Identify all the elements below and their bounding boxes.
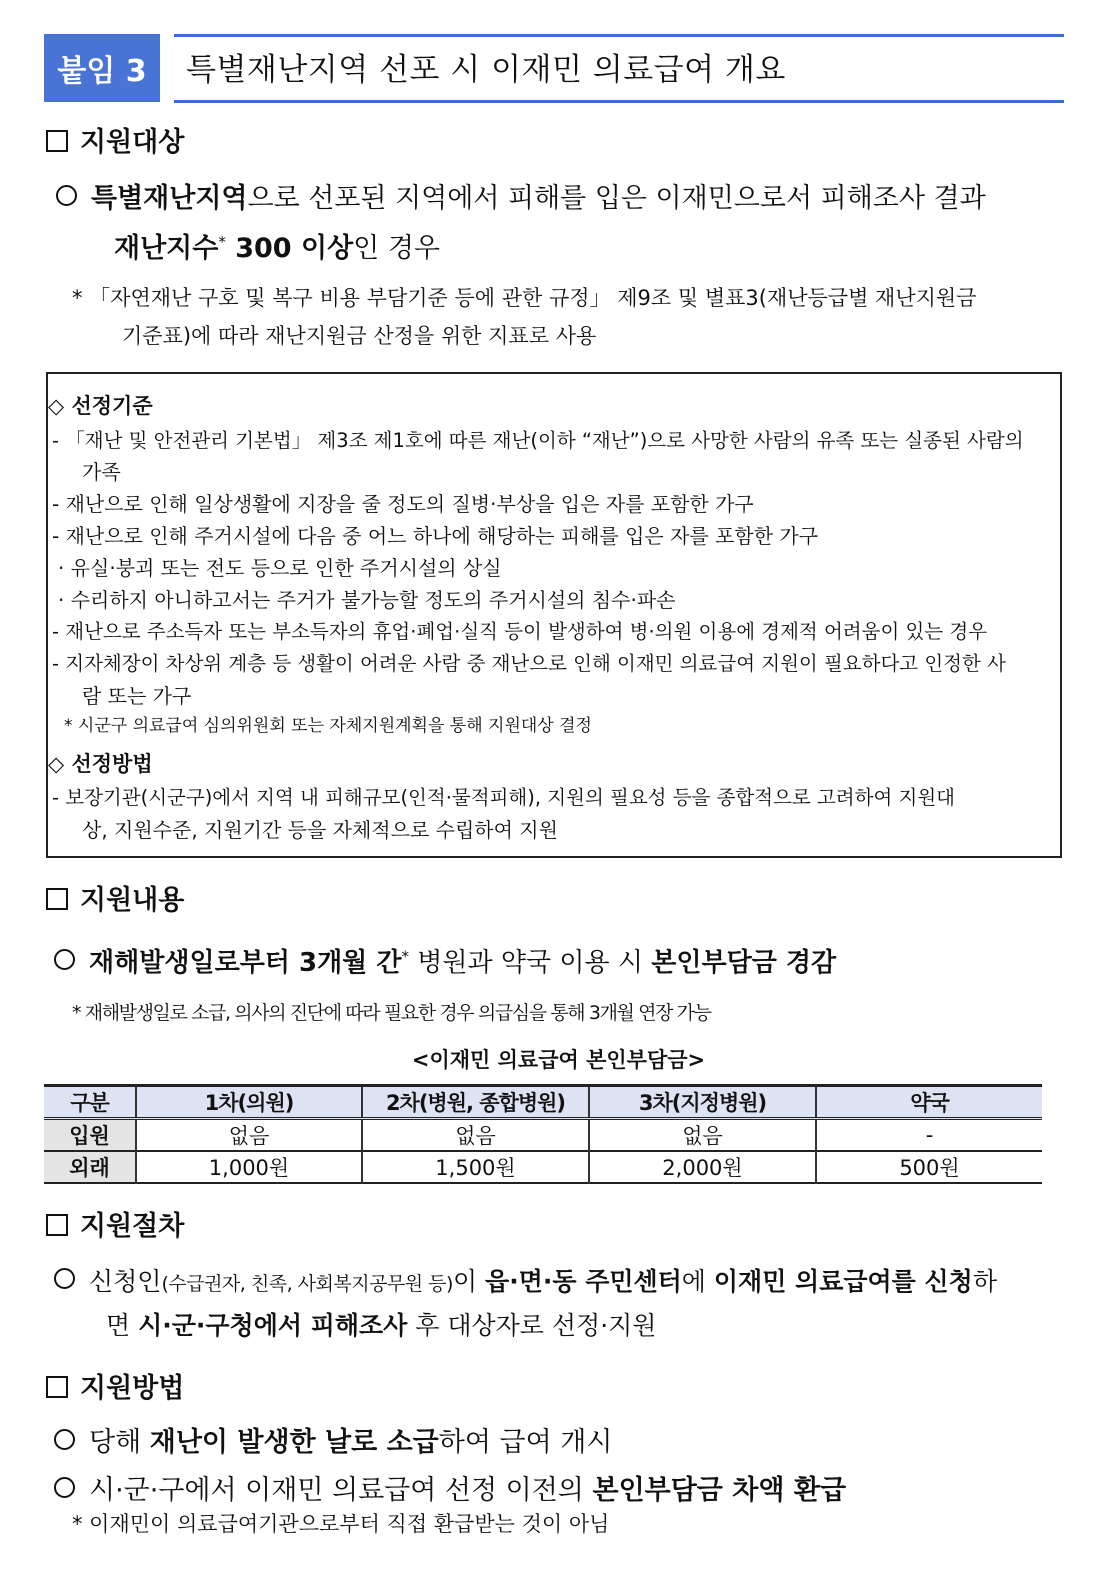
copay-table xyxy=(44,1084,1042,1184)
circle-bullet-icon xyxy=(54,1429,75,1450)
text: 인 경우 xyxy=(353,233,440,264)
bold-text: 재난이 발생한 날로 소급 xyxy=(149,1427,439,1458)
section-support-target xyxy=(46,120,184,159)
section-support-procedure xyxy=(46,1204,184,1243)
section-heading: 지원내용 xyxy=(80,885,185,916)
section-support-content xyxy=(46,878,184,917)
table-cell: 1,000원 xyxy=(136,1151,362,1183)
row-header: 외래 xyxy=(44,1151,136,1183)
footnote-mark: * xyxy=(401,947,409,966)
column-header: 1차(의원) xyxy=(136,1086,362,1119)
criteria-item: 람 또는 가구 xyxy=(82,684,192,708)
table-header-row xyxy=(44,1086,1042,1119)
circle-bullet-icon xyxy=(56,185,77,206)
column-header: 구분 xyxy=(70,1091,109,1115)
table-cell: - xyxy=(816,1119,1042,1152)
target-note-line-1: * 「자연재난 구호 및 복구 비용 부담기준 등에 관한 규정」 제9조 및 별표3(재난등급별 재난지원금 xyxy=(72,286,977,310)
criteria-subitem: · 수리하지 아니하고서는 주거가 불가능할 정도의 주거시설의 침수·파손 xyxy=(58,588,676,612)
method-note: * 이재민이 의료급여기관으로부터 직접 환급받는 것이 아님 xyxy=(72,1512,610,1536)
page-title: 특별재난지역 선포 시 이재민 의료급여 개요 xyxy=(186,52,786,88)
checkbox-square-icon xyxy=(46,1376,68,1398)
section-heading: 지원절차 xyxy=(80,1211,185,1242)
bold-text: 본인부담금 경감 xyxy=(651,948,837,978)
section-heading: 지원방법 xyxy=(80,1373,185,1404)
table-cell: 500원 xyxy=(816,1151,1042,1183)
title-rule-bottom xyxy=(174,100,1064,103)
bold-text: 이재민 의료급여를 신청 xyxy=(713,1267,973,1296)
title-rule-top xyxy=(174,34,1064,37)
table-cell: 없음 xyxy=(362,1119,589,1152)
text: 당해 xyxy=(89,1427,150,1458)
criteria-item: - 재난으로 주소득자 또는 부소득자의 휴업·폐업·실직 등이 발생하여 병·의원 이용에 경제적 어려움이 있는 경우 xyxy=(52,620,988,643)
checkbox-square-icon xyxy=(46,888,68,910)
table-cell: 2,000원 xyxy=(589,1151,816,1183)
method-line: 상, 지원수준, 지원기간 등을 자체적으로 수립하여 지원 xyxy=(82,818,558,842)
table-cell: 1,500원 xyxy=(362,1151,589,1183)
table-row xyxy=(44,1119,1042,1152)
text: 이 xyxy=(452,1267,486,1296)
table-caption: <이재민 의료급여 본인부담금> xyxy=(411,1048,706,1072)
text: 시·군·구에서 이재민 의료급여 선정 이전의 xyxy=(89,1475,593,1506)
bold-text: 특별재난지역 xyxy=(91,183,248,214)
text: 하여 급여 개시 xyxy=(438,1427,613,1458)
bold-text: 시·군·구청에서 피해조사 xyxy=(138,1311,408,1340)
bold-text: 300 이상 xyxy=(225,233,354,264)
column-header: 2차(병원, 종합병원) xyxy=(362,1086,589,1119)
table-cell: 없음 xyxy=(136,1119,362,1152)
criteria-note: * 시군구 의료급여 심의위원회 또는 자체지원계획을 통해 지원대상 결정 xyxy=(64,716,592,736)
column-header: 3차(지정병원) xyxy=(589,1086,816,1119)
attachment-tag: 붙임 3 xyxy=(44,34,160,102)
small-text: (수급권자, 친족, 사회복지공무원 등) xyxy=(161,1273,453,1295)
content-note: * 재해발생일로 소급, 의사의 진단에 따라 필요한 경우 의급심을 통해 3개월 연장 가능 xyxy=(72,1002,711,1024)
text: 하 xyxy=(972,1267,997,1296)
target-line-2 xyxy=(114,226,440,265)
criteria-heading: ◇ 선정기준 xyxy=(48,394,153,418)
criteria-item: 가족 xyxy=(82,460,121,484)
criteria-item: - 「재난 및 안전관리 기본법」 제3조 제1호에 따른 재난(이하 “재난”)으로 사망한 사람의 유족 또는 실종된 사람의 xyxy=(52,429,1024,452)
circle-bullet-icon xyxy=(54,1268,75,1289)
method-line-2 xyxy=(54,1468,846,1507)
target-note-line-2: 기준표)에 따라 재난지원금 산정을 위한 지표로 사용 xyxy=(122,324,597,348)
text: 신청인 xyxy=(89,1267,162,1296)
text: 면 xyxy=(106,1311,139,1340)
method-line: - 보장기관(시군구)에서 지역 내 피해규모(인적·물적피해), 지원의 필요성 등을 종합적으로 고려하여 지원대 xyxy=(52,786,956,809)
bold-text: 재난지수 xyxy=(114,233,219,264)
criteria-item: - 재난으로 인해 주거시설에 다음 중 어느 하나에 해당하는 피해를 입은 자를 포함한 가구 xyxy=(52,524,819,548)
text: 병원과 약국 이용 시 xyxy=(408,948,652,978)
text: 에 xyxy=(681,1267,714,1296)
section-support-method xyxy=(46,1366,184,1405)
target-line-1 xyxy=(56,176,986,215)
footnote-mark: * xyxy=(218,233,226,251)
procedure-line-1 xyxy=(54,1262,997,1298)
circle-bullet-icon xyxy=(54,1477,75,1498)
column-header: 약국 xyxy=(816,1086,1042,1119)
criteria-item: - 재난으로 인해 일상생활에 지장을 줄 정도의 질병·부상을 입은 자를 포함한 가구 xyxy=(52,492,754,516)
content-line xyxy=(54,942,836,979)
text: 후 대상자로 선정·지원 xyxy=(407,1311,657,1340)
text: 으로 선포된 지역에서 피해를 입은 이재민으로서 피해조사 결과 xyxy=(247,183,986,214)
bold-text: 읍·면·동 주민센터 xyxy=(485,1267,682,1296)
table-cell: 없음 xyxy=(589,1119,816,1152)
criteria-item: - 지자체장이 차상위 계층 등 생활이 어려운 사람 중 재난으로 인해 이재민 의료급여 지원이 필요하다고 인정한 사 xyxy=(52,652,1006,675)
checkbox-square-icon xyxy=(46,1214,68,1236)
section-heading: 지원대상 xyxy=(80,127,185,158)
criteria-subitem: · 유실·붕괴 또는 전도 등으로 인한 주거시설의 상실 xyxy=(58,556,502,580)
method-line-1 xyxy=(54,1420,612,1459)
procedure-line-2 xyxy=(106,1306,656,1342)
bold-text: 본인부담금 차액 환급 xyxy=(592,1475,847,1506)
method-heading: ◇ 선정방법 xyxy=(48,752,153,776)
table-row xyxy=(44,1151,1042,1183)
bold-text: 재해발생일로부터 3개월 간 xyxy=(89,948,402,978)
checkbox-square-icon xyxy=(46,130,68,152)
row-header: 입원 xyxy=(44,1119,136,1152)
circle-bullet-icon xyxy=(54,949,75,970)
